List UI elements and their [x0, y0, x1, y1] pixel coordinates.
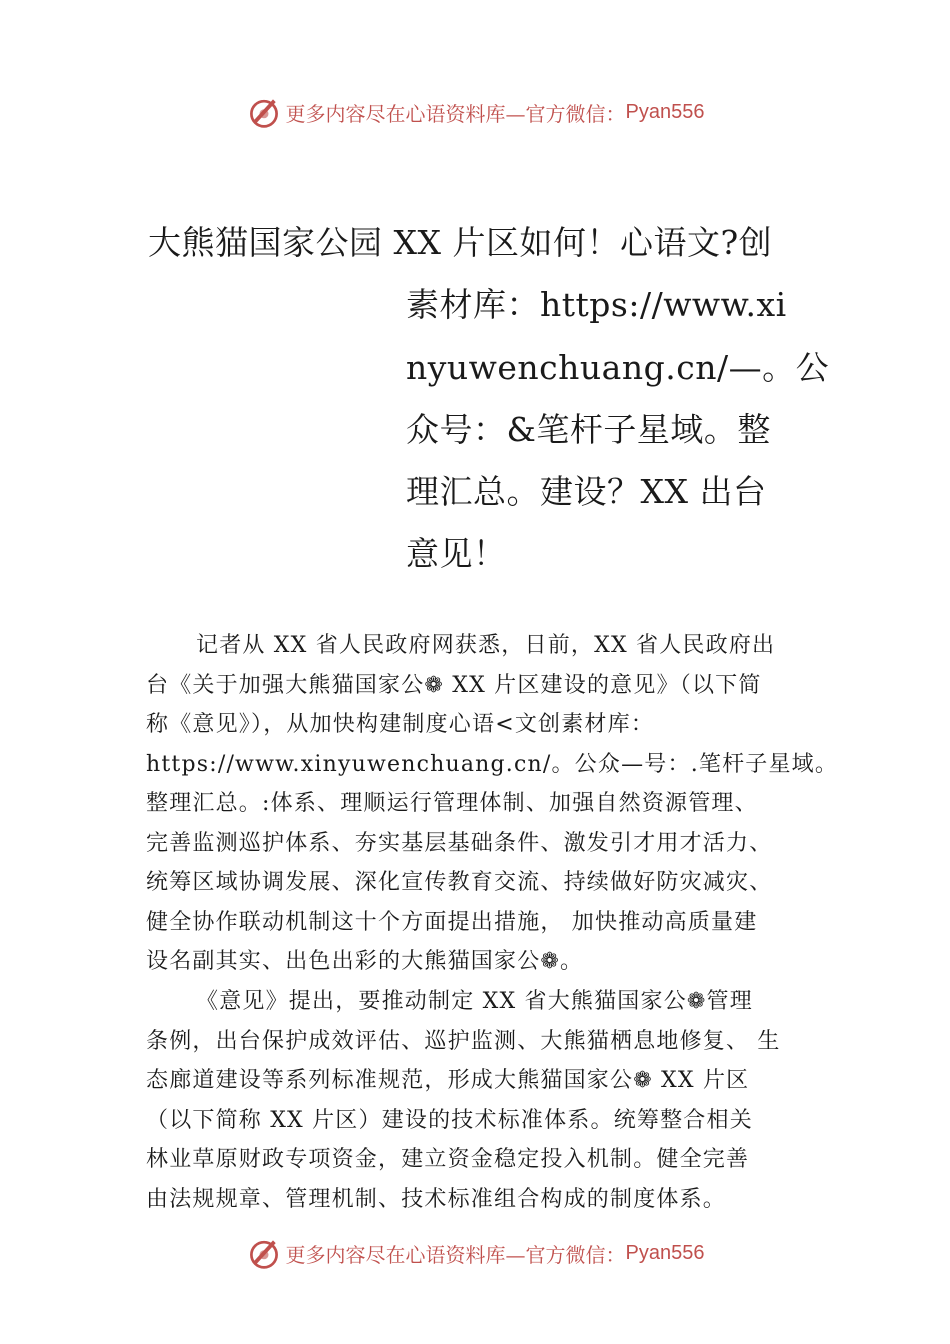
text-line: 《意见》提出，要推动制定 XX 省大熊猫国家公❁管理	[196, 989, 753, 1014]
text-line: 完善监测巡护体系、夯实基层基础条件、激发引才用才活力、	[146, 830, 773, 856]
banner-wechat-id: Pyan556	[625, 1241, 705, 1264]
text-line: 统筹区域协调发展、深化宣传教育交流、持续做好防灾减灾、	[146, 870, 773, 895]
text-line: 台《关于加强大熊猫国家公❁ XX 片区建设的意见》（以下简	[146, 672, 762, 698]
text-line: 称《意见》），从加快构建制度心语<文创素材库：	[146, 712, 655, 737]
body-paragraph-1	[146, 626, 846, 982]
title-line-5: 理汇总。建设？XX 出台	[406, 472, 767, 511]
text-line: 由法规规章、管理机制、技术标准组合构成的制度体系。	[146, 1186, 727, 1212]
text-line: 整理汇总。:体系、理顺运行管理体制、加强自然资源管理、	[146, 791, 758, 816]
body-paragraph-2	[146, 982, 846, 1219]
header-banner	[0, 94, 950, 130]
text-line: 健全协作联动机制这十个方面提出措施， 加快推动高质量建	[146, 909, 758, 935]
text-line: 记者从 XX 省人民政府网获悉，日前，XX 省人民政府出	[196, 633, 776, 658]
brush-logo-icon	[246, 1235, 282, 1271]
text-line: （以下简称 XX 片区）建设的技术标准体系。统筹整合相关	[146, 1107, 753, 1133]
banner-text: 更多内容尽在心语资料库—官方微信：	[285, 101, 626, 126]
text-line: 条例，出台保护成效评估、巡护监测、大熊猫栖息地修复、 生	[146, 1028, 781, 1054]
title-line-4: 众号：&笔杆子星域。整	[406, 410, 771, 449]
footer-banner	[0, 1235, 950, 1271]
title-line-2: 素材库：https://www.xi	[406, 285, 787, 324]
title-line-3: nyuwenchuang.cn/—。公	[406, 348, 830, 387]
title-line-6: 意见！	[406, 534, 507, 573]
banner-text: 更多内容尽在心语资料库—官方微信：	[285, 1242, 626, 1267]
text-line: https://www.xinyuwenchuang.cn/。公众—号：.笔杆子星域。	[146, 751, 839, 777]
title-line-1: 大熊猫国家公园 XX 片区如何！心语文?创	[148, 223, 773, 262]
text-line: 林业草原财政专项资金，建立资金稳定投入机制。健全完善	[146, 1147, 750, 1172]
banner-wechat-id: Pyan556	[625, 100, 705, 123]
text-line: 设名副其实、出色出彩的大熊猫国家公❁。	[146, 949, 584, 974]
brush-logo-icon	[246, 94, 282, 130]
text-line: 态廊道建设等系列标准规范，形成大熊猫国家公❁ XX 片区	[146, 1068, 750, 1093]
